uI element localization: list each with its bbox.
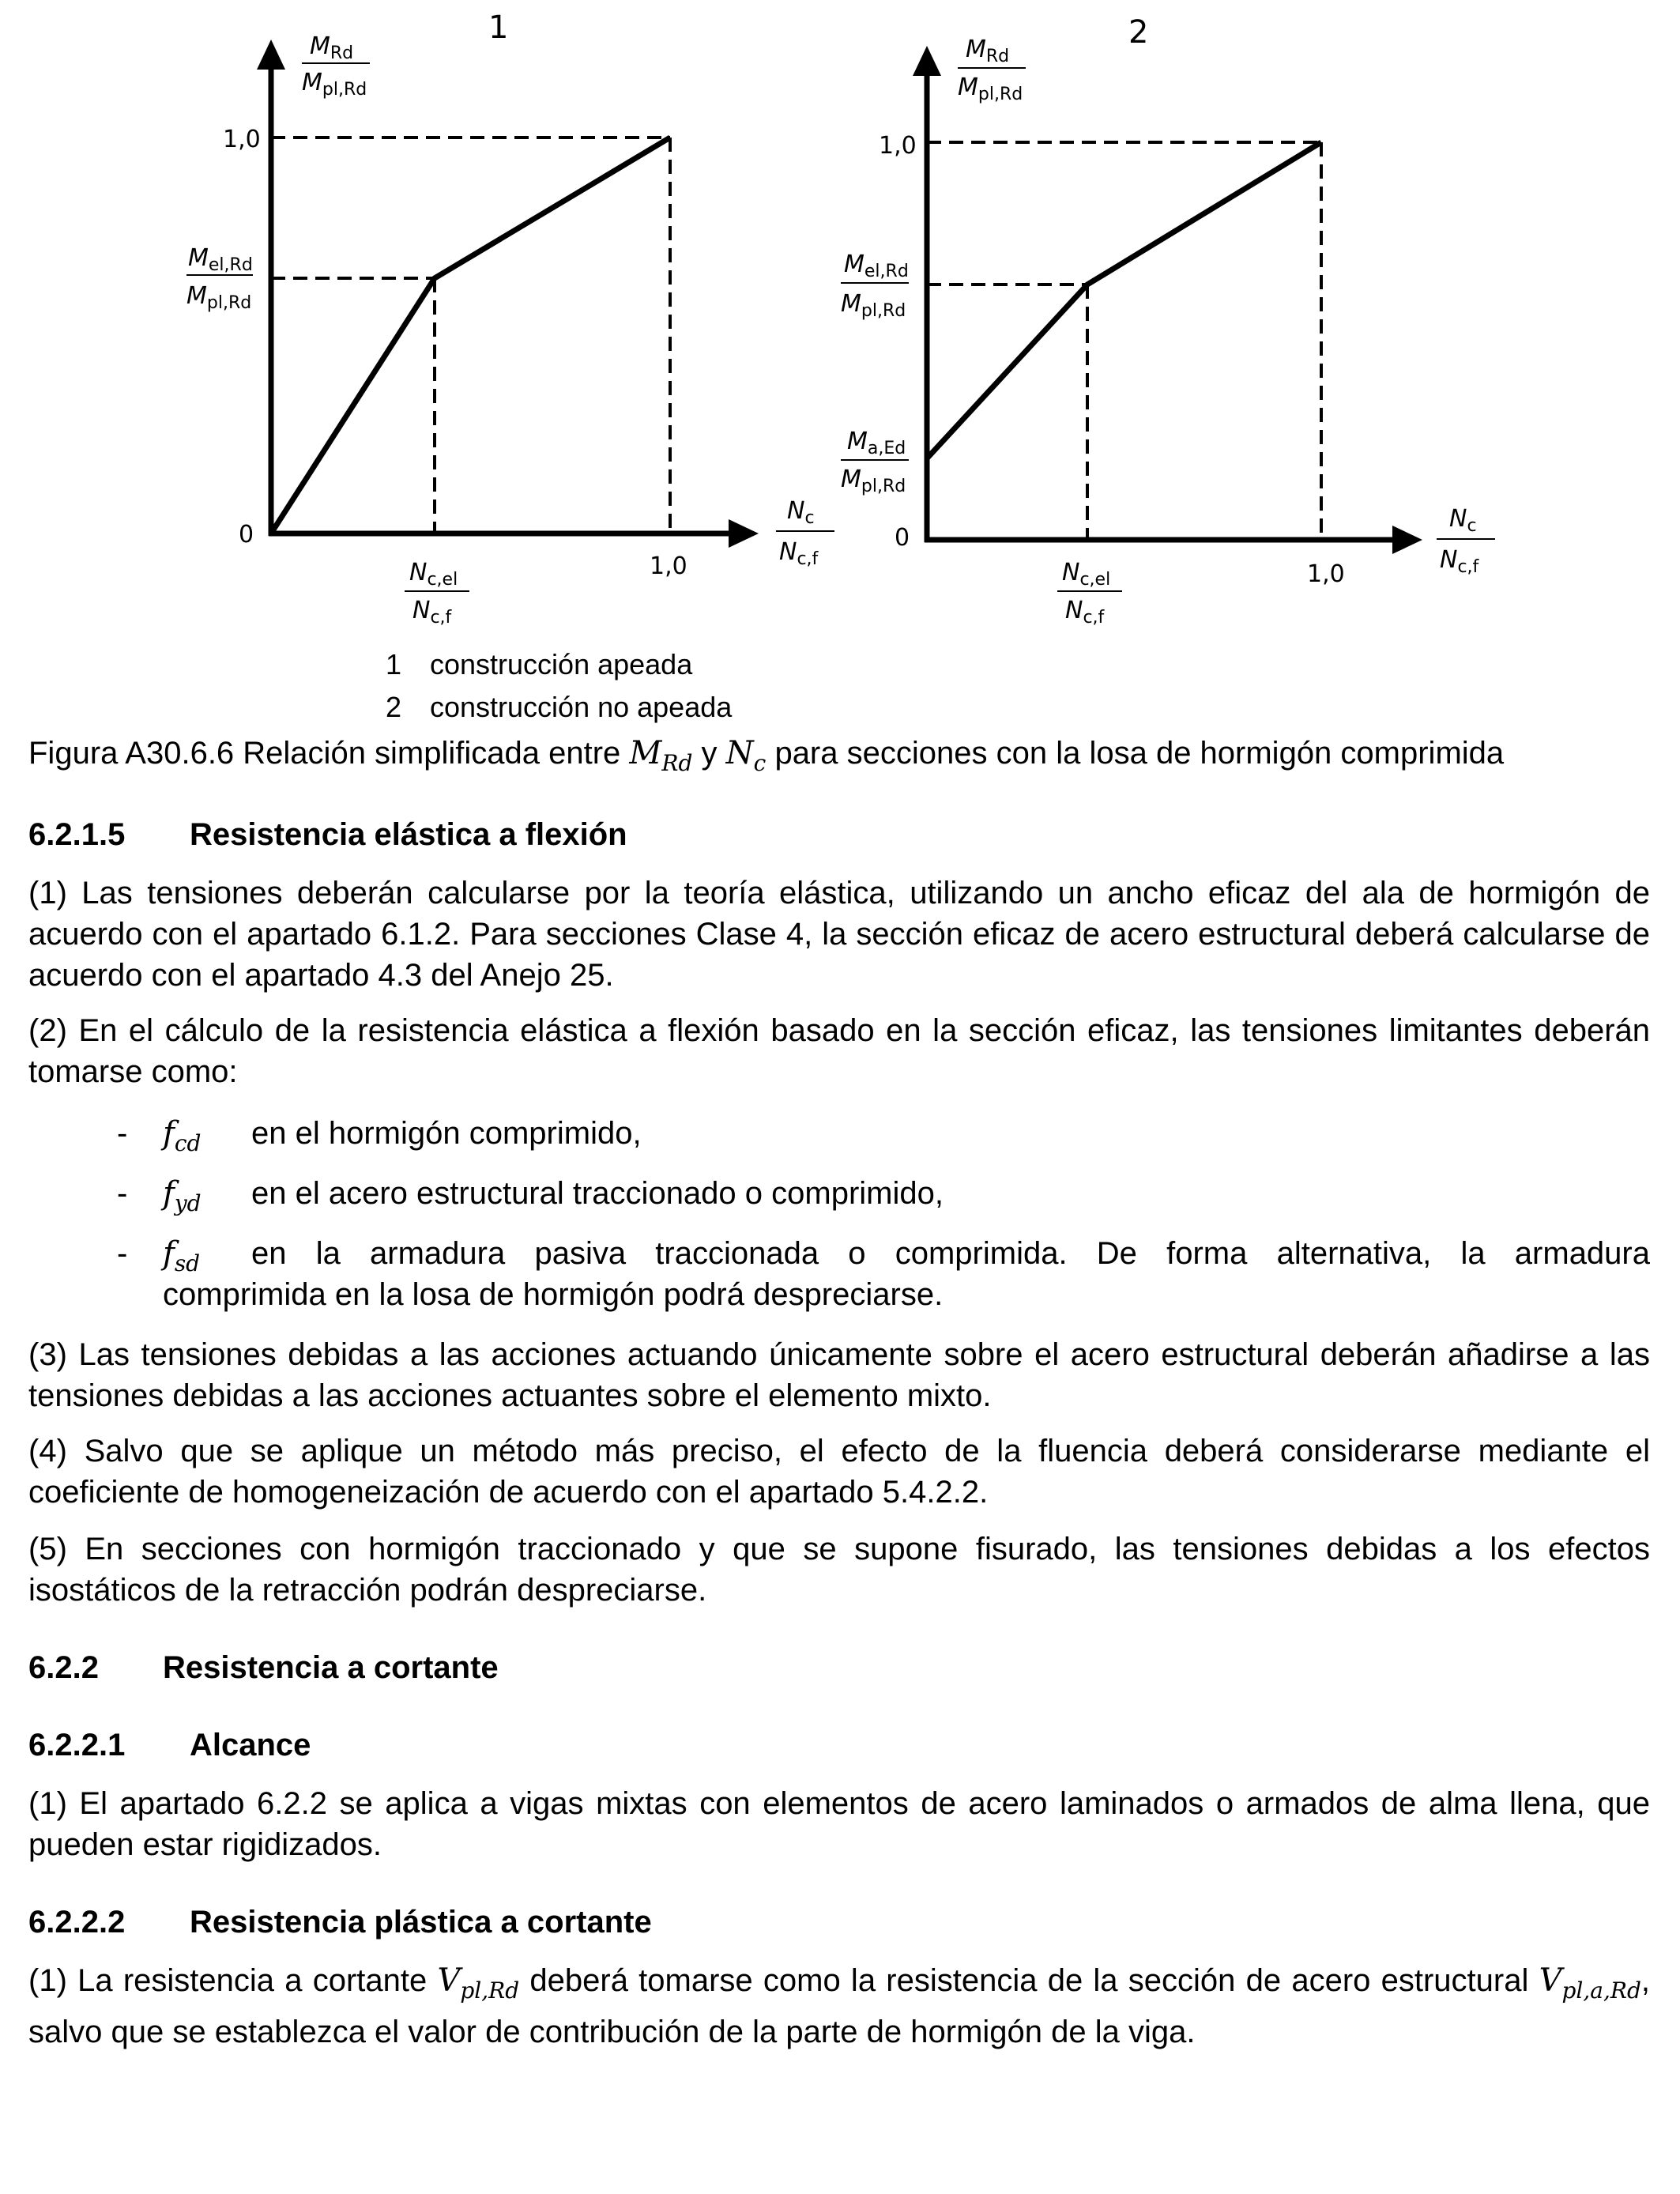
bullet-fsd: - $f_{sd}$ en la armadura pasiva traccionada o comprimida. De forma alternativa, la armadura comprimida en la losa de hormigón podrá despreciarse.: [28, 1233, 1650, 1320]
svg-text:Mpl,Rd: $M_{pl,Rd}$: [958, 74, 1023, 104]
chart-1-number: 1: [488, 9, 509, 46]
svg-text:Mpl,Rd: $M_{pl,Rd}$: [186, 282, 252, 313]
chart-2: [841, 14, 1495, 628]
math-v-pl-a-rd: $V_{pl,a,Rd}$: [1539, 1962, 1641, 2004]
chart-1-x-label: [776, 497, 834, 569]
chart-2-curve: [927, 142, 1321, 458]
chart-1-y-label: [302, 32, 370, 100]
legend-number: 1: [386, 648, 402, 680]
chart-1-origin: 0: [239, 521, 254, 548]
legend-text: construcción apeada: [430, 648, 693, 680]
chart-1: [186, 9, 834, 628]
chart-1-y-mid-label: [186, 244, 253, 313]
math-v-pl-rd: $V_{pl,Rd}$: [437, 1962, 520, 2004]
chart-1-y-tick-1: 1,0: [223, 126, 261, 153]
chart-1-x-tick-1: 1,0: [650, 552, 687, 580]
chart-1-x-mid-label: [405, 559, 469, 628]
chart-2-y-label: [958, 36, 1026, 104]
math-n-c: $N_c$: [725, 735, 767, 776]
paragraph-6215-1: (1) Las tensiones deberán calcularse por la teoría elástica, utilizando un ancho eficaz del ala de hormigón de acuerdo con el apartado 6.1.2. Para secciones Clase 4, la sección eficaz de acero estructural deberá calcularse de acuerdo con el apartado 4.3 del Anejo 25.: [28, 876, 1650, 993]
svg-text:Nc: $N_c$: [787, 497, 815, 528]
figure-a30-6-6: [0, 0, 1680, 640]
section-heading-622: 6.2.2 Resistencia a cortante: [28, 1650, 499, 1685]
chart-1-curve: [271, 138, 670, 533]
legend-item-2: [386, 691, 732, 724]
chart-1-y-arrow: [257, 40, 285, 70]
legend-number: 2: [386, 691, 402, 723]
svg-text:Mpl,Rd: $M_{pl,Rd}$: [841, 466, 906, 496]
svg-text:Nc,f: $N_{c,f}$: [1065, 597, 1105, 628]
legend-text: construcción no apeada: [430, 691, 733, 723]
math-f-cd: $f_{cd}$: [163, 1115, 202, 1156]
svg-text:Nc,f: $N_{c,f}$: [779, 538, 819, 569]
svg-text:Nc,el: $N_{c,el}$: [409, 559, 458, 590]
section-heading-6221: 6.2.2.1 Alcance: [28, 1728, 311, 1762]
chart-2-y-tick-1: 1,0: [879, 132, 917, 160]
chart-2-origin: 0: [895, 524, 910, 552]
section-heading-6222: 6.2.2.2 Resistencia plástica a cortante: [28, 1905, 652, 1940]
paragraph-6215-5: (5) En secciones con hormigón traccionado y que se supone fisurado, las tensiones debidas a los efectos isostáticos de la retracción podrán despreciarse.: [28, 1532, 1650, 1608]
chart-2-y-arrow: [913, 46, 941, 76]
svg-text:Nc,el: $N_{c,el}$: [1062, 559, 1111, 590]
svg-text:Mel,Rd: $M_{el,Rd}$: [188, 244, 253, 275]
paragraph-6215-2: (2) En el cálculo de la resistencia elástica a flexión basado en la sección eficaz, las tensiones limitantes deberán tomarse como:: [28, 1013, 1650, 1089]
svg-text:Nc: $N_c$: [1449, 505, 1477, 536]
chart-2-y-low-label: [841, 428, 909, 496]
svg-text:Mel,Rd: $M_{el,Rd}$: [844, 251, 909, 281]
section-heading-6215: 6.2.1.5 Resistencia elástica a flexión: [28, 817, 627, 852]
svg-text:MRd: $M_{Rd}$: [966, 36, 1010, 66]
paragraph-6221-1: (1) El apartado 6.2.2 se aplica a vigas mixtas con elementos de acero laminados o armados de alma llena, que pueden estar rigidizados.: [28, 1786, 1650, 1862]
svg-text:Nc,f: $N_{c,f}$: [412, 597, 452, 628]
svg-text:Ma,Ed: $M_{a,Ed}$: [847, 428, 906, 458]
svg-text:Mpl,Rd: $M_{pl,Rd}$: [302, 69, 367, 100]
chart-2-x-mid-label: [1057, 559, 1122, 628]
svg-text:Mpl,Rd: $M_{pl,Rd}$: [841, 290, 906, 321]
chart-2-x-label: [1437, 505, 1495, 577]
svg-text:Nc,f: $N_{c,f}$: [1440, 546, 1479, 577]
chart-2-y-mid-label: [841, 251, 909, 321]
math-f-sd: $f_{sd}$: [163, 1235, 201, 1276]
chart-1-x-arrow: [729, 519, 759, 548]
paragraph-6215-3: (3) Las tensiones debidas a las acciones actuando únicamente sobre el acero estructural deberán añadirse a las tensiones debidas a las acciones actuantes sobre el elemento mixto.: [28, 1337, 1650, 1413]
math-f-yd: $f_{yd}$: [163, 1175, 202, 1216]
figure-caption: Figura A30.6.6 Relación simplificada entre $M_{Rd}$ y $N_c$ para secciones con la losa de hormigón comprimida: [28, 735, 1505, 776]
chart-2-x-arrow: [1392, 526, 1422, 554]
math-m-rd: $M_{Rd}$: [629, 735, 693, 776]
paragraph-6215-4: (4) Salvo que se aplique un método más preciso, el efecto de la fluencia deberá considerarse mediante el coeficiente de homogeneización de acuerdo con el apartado 5.4.2.2.: [28, 1434, 1650, 1510]
chart-2-number: 2: [1128, 14, 1149, 51]
legend-item-1: [386, 648, 692, 681]
paragraph-6222-1: (1) La resistencia a cortante $V_{pl,Rd}$ deberá tomarse como la resistencia de la sección de acero estructural $V_{pl,a,Rd}$, salvo que se establezca el valor de contribución de la parte de hormigón de la viga.: [28, 1962, 1651, 2049]
svg-text:MRd: $M_{Rd}$: [310, 32, 354, 63]
chart-2-x-tick-1: 1,0: [1307, 560, 1345, 588]
